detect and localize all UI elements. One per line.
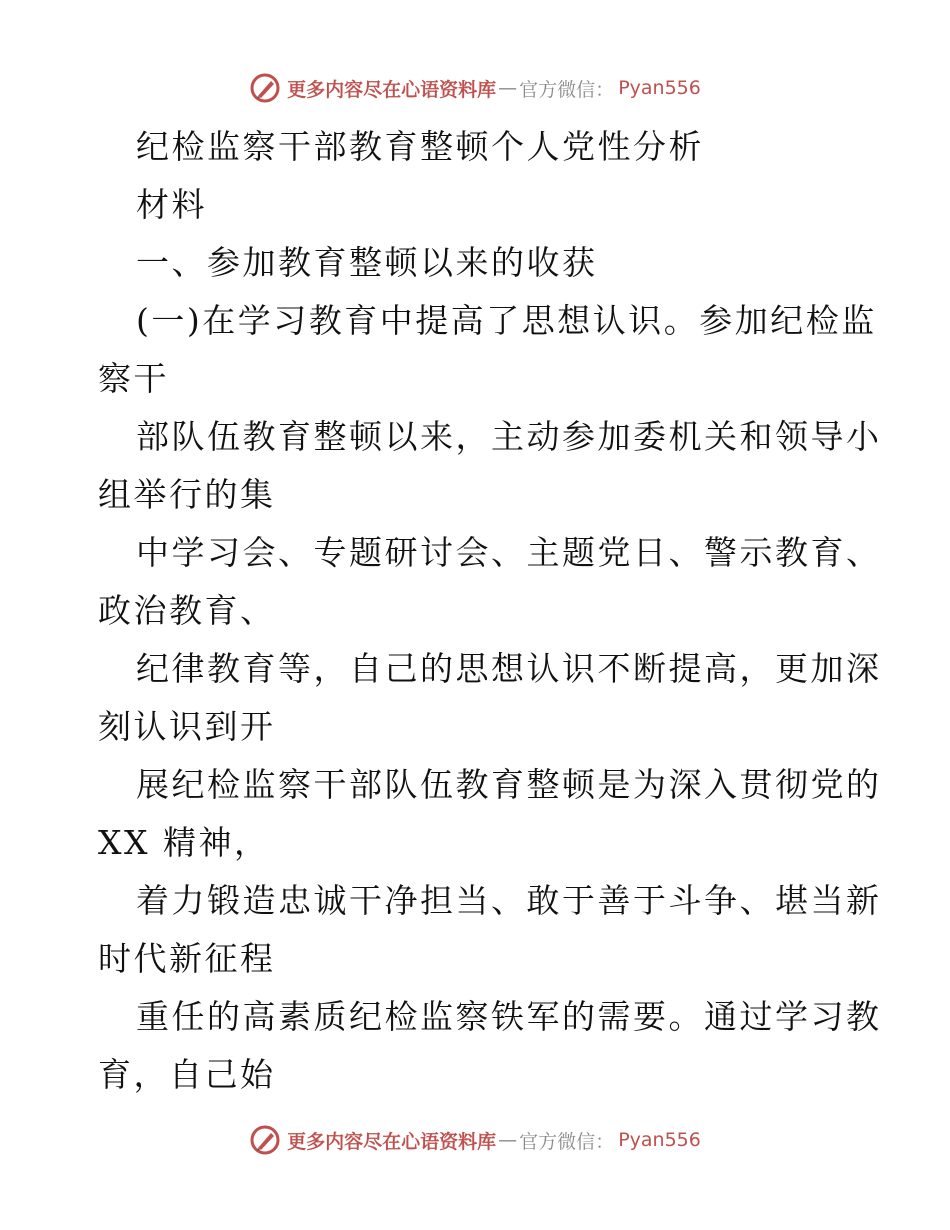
watermark-text: 更多内容尽在心语资料库 [287,78,497,101]
watermark-wechat-id: Pyan556 [618,77,701,99]
pen-logo-icon [249,72,281,104]
watermark-wechat-id: Pyan556 [618,1129,701,1151]
pen-logo-icon [249,1124,281,1156]
document-body [98,118,882,1104]
paragraph-line: XX 精神， [98,823,270,862]
footer-watermark [0,1124,950,1156]
paragraph-line: 政治教育、 [98,591,276,630]
paragraph-line: 着力锻造忠诚干净担当、敢于善于斗争、堪当新 [136,881,882,920]
doc-title-line-1: 纪检监察干部教育整顿个人党性分析 [136,127,704,166]
doc-title-line-2: 材料 [136,185,207,224]
paragraph-line: 展纪检监察干部队伍教育整顿是为深入贯彻党的 [136,765,882,804]
paragraph-line: 组举行的集 [98,475,276,514]
paragraph-line: 中学习会、专题研讨会、主题党日、警示教育、 [136,533,882,572]
watermark-separator: — [498,1129,518,1151]
paragraph-line: (一)在学习教育中提高了思想认识。参加纪检监 [136,301,877,340]
paragraph-line: 重任的高素质纪检监察铁军的需要。通过学习教 [136,997,882,1036]
paragraph-line: 刻认识到开 [98,707,276,746]
section-heading: 一、参加教育整顿以来的收获 [136,243,598,282]
paragraph-line: 纪律教育等，自己的思想认识不断提高，更加深 [136,649,882,688]
paragraph-line: 育，自己始 [98,1055,276,1094]
watermark-separator: — [498,77,518,99]
paragraph-line: 察干 [98,359,169,398]
paragraph-line: 时代新征程 [98,939,276,978]
watermark-text: 更多内容尽在心语资料库 [287,1130,497,1153]
paragraph-line: 部队伍教育整顿以来，主动参加委机关和领导小 [136,417,882,456]
watermark-wechat-label: 官方微信： [519,78,615,101]
watermark-wechat-label: 官方微信： [519,1130,615,1153]
header-watermark [0,72,950,104]
